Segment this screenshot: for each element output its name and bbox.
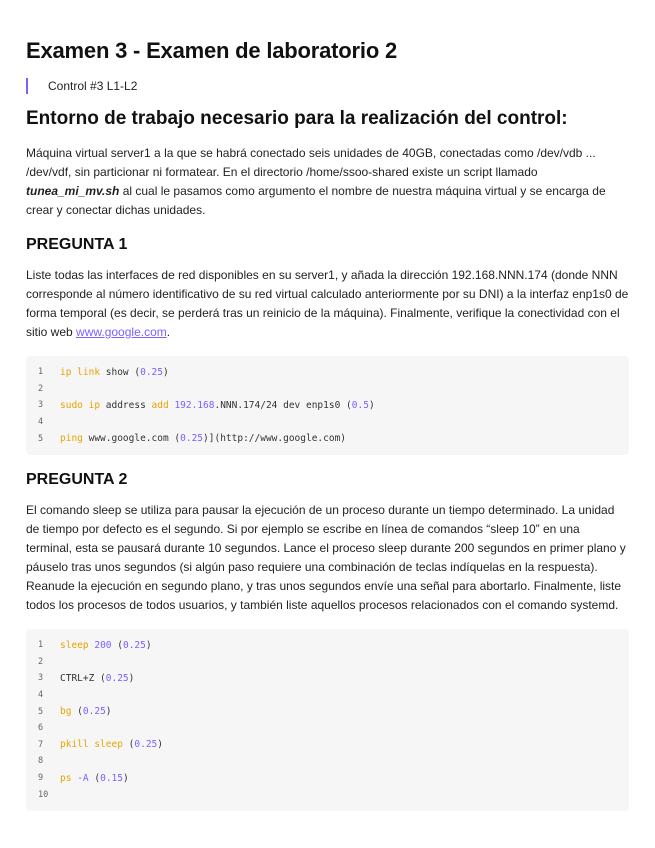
code-token: pkill sleep bbox=[60, 739, 123, 751]
script-name: tunea_mi_mv.sh bbox=[26, 184, 120, 198]
page-title: Examen 3 - Examen de laboratorio 2 bbox=[26, 38, 398, 63]
code-token: address bbox=[100, 399, 152, 411]
intro-text-1: Máquina virtual server1 a la que se habrá conectado seis unidades de 40GB, conectadas como /dev/vdb ... /dev/vdf, sin particionar ni formatear. En el directorio /home/ssoo-shared existe un script llamado bbox=[26, 146, 596, 179]
code-content bbox=[60, 367, 169, 378]
line-number: 2 bbox=[38, 656, 44, 667]
code-line bbox=[38, 397, 617, 414]
code-token: 0.25 bbox=[105, 672, 129, 684]
code-token: ping bbox=[60, 433, 83, 445]
code-token: sleep bbox=[60, 639, 89, 651]
code-line bbox=[38, 687, 617, 704]
line-number: 1 bbox=[38, 367, 44, 378]
code-token: sudo ip bbox=[60, 399, 101, 411]
code-token: ( bbox=[111, 639, 123, 651]
code-token: ( bbox=[122, 739, 135, 751]
code-token: ) bbox=[145, 639, 152, 651]
code-token: show bbox=[100, 366, 135, 378]
code-token: 0.25 bbox=[82, 706, 106, 718]
code-token: )](http://www.google.com) bbox=[203, 433, 347, 445]
line-number: 7 bbox=[38, 739, 44, 750]
code-content bbox=[60, 400, 375, 411]
code-token: bg bbox=[60, 706, 72, 718]
line-number: 8 bbox=[38, 756, 44, 767]
code-token: ) bbox=[128, 672, 135, 684]
code-line bbox=[38, 753, 617, 770]
question-1-heading: PREGUNTA 1 bbox=[26, 236, 128, 253]
code-token: add bbox=[151, 399, 169, 411]
code-token: ) bbox=[157, 739, 163, 751]
code-line bbox=[38, 414, 617, 431]
line-number: 4 bbox=[38, 690, 44, 701]
code-token: ) bbox=[368, 399, 375, 411]
code-token: ) bbox=[105, 706, 112, 718]
code-content bbox=[60, 773, 129, 784]
code-token: 0.25 bbox=[140, 366, 163, 378]
line-number: 3 bbox=[38, 400, 44, 411]
code-content bbox=[60, 640, 152, 651]
line-number: 5 bbox=[38, 433, 44, 444]
code-token: 0.25 bbox=[134, 739, 158, 751]
code-line bbox=[38, 737, 617, 754]
code-line bbox=[38, 364, 617, 381]
code-token: ( bbox=[346, 399, 352, 411]
code-token: ps bbox=[60, 772, 72, 784]
code-line bbox=[38, 654, 617, 671]
line-number: 4 bbox=[38, 417, 44, 428]
code-token: CTRL+Z ( bbox=[60, 672, 106, 684]
code-token: 200 bbox=[94, 639, 112, 651]
question-1-text bbox=[26, 266, 629, 342]
code-content bbox=[60, 739, 163, 750]
code-line bbox=[38, 770, 617, 787]
code-token: 0.25 bbox=[180, 433, 204, 445]
code-token: www.google.com bbox=[82, 433, 175, 445]
code-line bbox=[38, 720, 617, 737]
code-token: ( bbox=[88, 772, 101, 784]
code-token: 0.25 bbox=[122, 639, 146, 651]
line-number: 2 bbox=[38, 383, 44, 394]
line-number: 6 bbox=[38, 723, 44, 734]
code-line bbox=[38, 381, 617, 398]
code-token: ( bbox=[174, 433, 181, 445]
intro-paragraph bbox=[26, 144, 629, 220]
question-1-end: . bbox=[166, 325, 171, 339]
code-content bbox=[60, 433, 346, 444]
code-line bbox=[38, 430, 617, 447]
line-number: 3 bbox=[38, 673, 44, 684]
code-content bbox=[60, 706, 112, 717]
code-token: ) bbox=[122, 772, 129, 784]
line-number: 10 bbox=[38, 789, 49, 800]
intro-text-2: al cual le pasamos como argumento el nombre de nuestra máquina virtual y se encarga de crear y conectar dichas unidades. bbox=[26, 184, 606, 217]
code-block-2 bbox=[26, 629, 629, 811]
code-token: .NNN.174/24 dev enp1s0 bbox=[214, 399, 347, 411]
blockquote: Control #3 L1-L2 bbox=[26, 78, 629, 94]
line-number: 9 bbox=[38, 773, 44, 784]
code-line bbox=[38, 637, 617, 654]
question-1-body: Liste todas las interfaces de red disponibles en su server1, y añada la dirección 192.168.NNN.174 (donde NNN corresponde al número identificativo de su red virtual calculado anteriormente por su DNI) a la interfaz enp1s0 de forma temporal (es decir, se perderá tras un reinicio de la máquina). Finalmente, verifique la conectividad con el sitio web bbox=[26, 268, 629, 339]
code-line bbox=[38, 786, 617, 803]
code-token: ( bbox=[71, 706, 83, 718]
code-line bbox=[38, 703, 617, 720]
code-block-1 bbox=[26, 356, 629, 455]
code-line bbox=[38, 670, 617, 687]
question-2-text: El comando sleep se utiliza para pausar la ejecución de un proceso durante un tiempo determinado. La unidad de tiempo por defecto es el segundo. Si por ejemplo se escribe en línea de comandos “sleep 10” en una terminal, esta se pausará durante 10 segundos. Lance el proceso sleep durante 200 segundos en primer plano y páuselo tras unos segundos (si algún paso requiere una combinación de teclas indíquelas en la respuesta). Reanude la ejecución en segundo plano, y tras unos segundos envíe una señal para abortarlo. Finalmente, liste todos los procesos de todos usuarios, y también liste aquellos procesos relacionados con el comando systemd. bbox=[26, 502, 626, 612]
code-token: 0.15 bbox=[100, 772, 123, 784]
code-token: 0.5 bbox=[351, 399, 369, 411]
line-number: 5 bbox=[38, 706, 44, 717]
google-link[interactable]: www.google.com bbox=[76, 325, 167, 339]
code-token: 192.168 bbox=[174, 399, 215, 411]
section-title: Entorno de trabajo necesario para la realización del control: bbox=[26, 108, 568, 129]
code-token: ( bbox=[134, 366, 141, 378]
question-2-heading: PREGUNTA 2 bbox=[26, 470, 128, 488]
line-number: 1 bbox=[38, 640, 44, 651]
code-token: ip link bbox=[60, 366, 101, 378]
code-token: ) bbox=[163, 366, 169, 378]
code-content bbox=[60, 673, 134, 684]
code-token: -A bbox=[77, 772, 89, 784]
